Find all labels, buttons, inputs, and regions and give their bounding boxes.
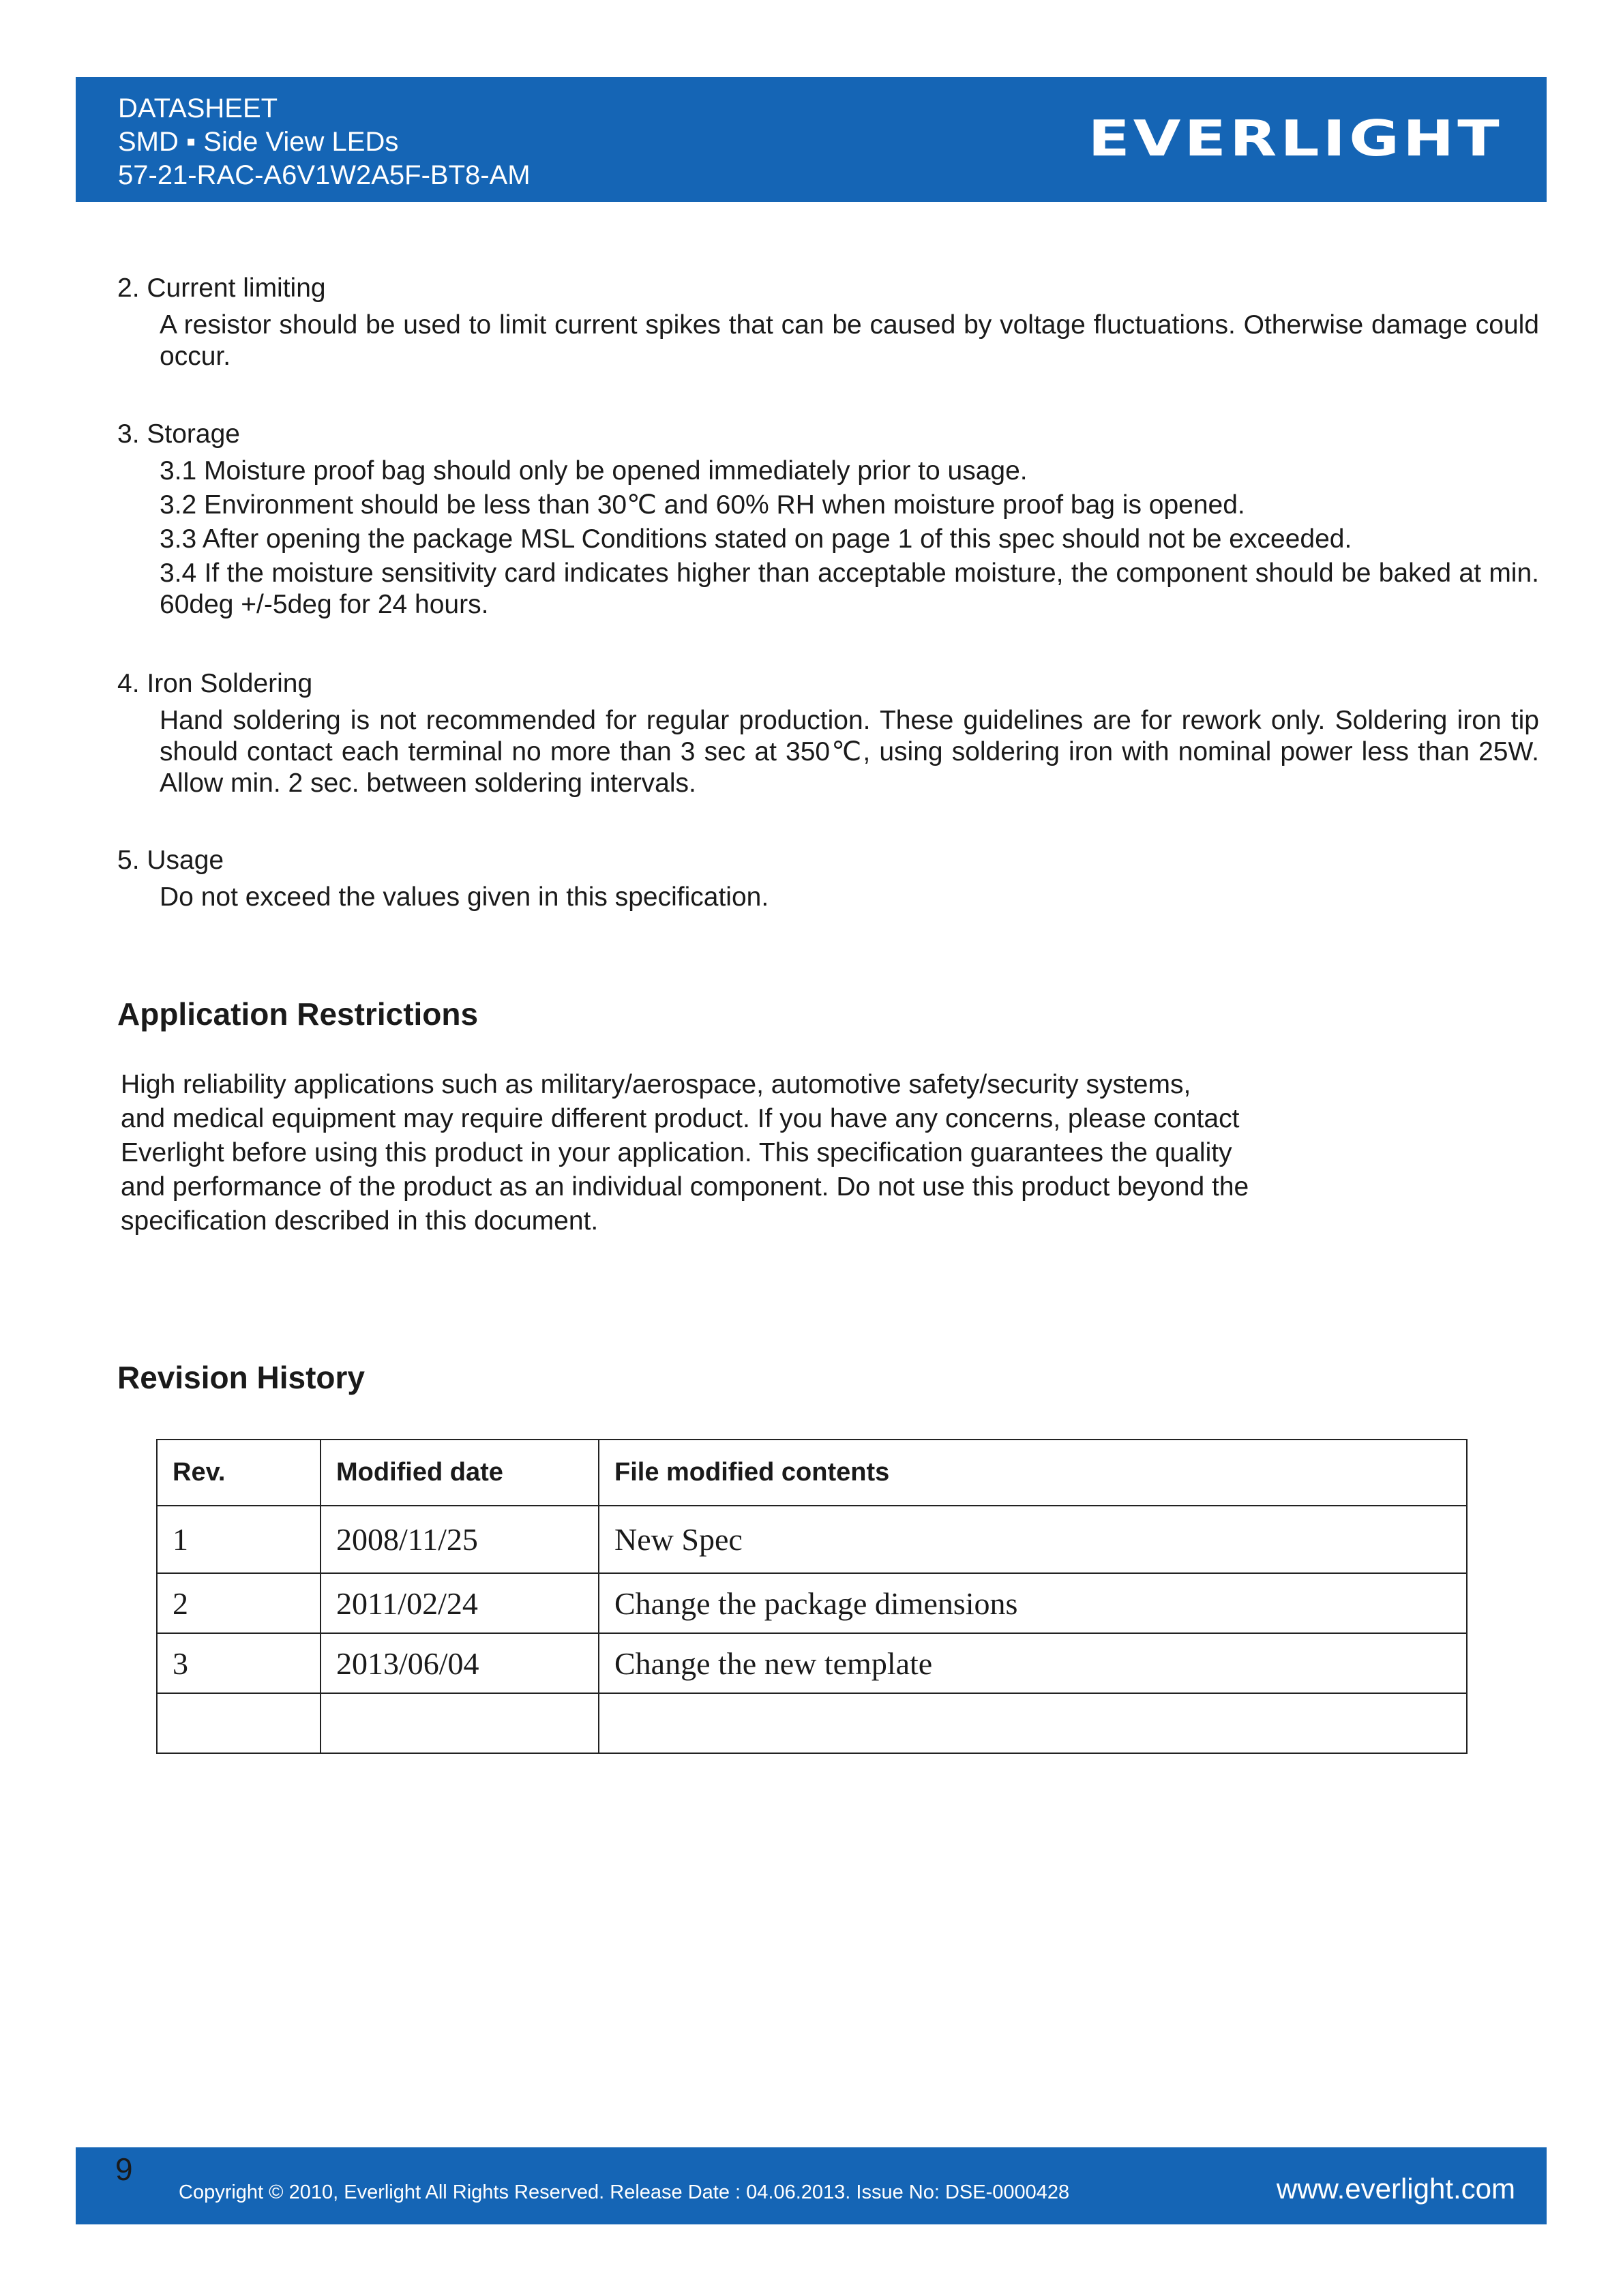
copyright-notice: Copyright © 2010, Everlight All Rights Reserved. Release Date : 04.06.2013. Issue No: DSE-0000428 [179,2181,1070,2203]
cell-rev: 2 [157,1573,321,1633]
website-link[interactable]: www.everlight.com [1276,2173,1515,2205]
cell-contents: Change the new template [599,1633,1467,1693]
table-row [157,1633,1467,1693]
section-text: A resistor should be used to limit current spikes that can be caused by voltage fluctuations. Otherwise damage could occur. [160,310,1539,371]
revision-history-heading: Revision History [117,1360,365,1395]
cell-contents [599,1693,1467,1753]
section-usage [117,845,1539,913]
page-number: 9 [115,2151,133,2187]
section-text: Do not exceed the values given in this specification. [160,882,769,912]
header-part-number: 57-21-RAC-A6V1W2A5F-BT8-AM [118,160,531,190]
section-title: 2. Current limiting [117,273,326,303]
table-row [157,1573,1467,1633]
restrictions-line: and medical equipment may require different product. If you have any concerns, please contact [121,1104,1240,1133]
revision-table [156,1439,1468,1754]
header-category: SMD ▪ Side View LEDs [118,127,399,157]
restrictions-line: specification described in this document. [121,1206,599,1236]
cell-rev: 3 [157,1633,321,1693]
col-header-date: Modified date [321,1440,599,1506]
table-row [157,1693,1467,1753]
restrictions-line: Everlight before using this product in your application. This specification guarantees the quality [121,1138,1232,1167]
section-text: Hand soldering is not recommended for regular production. These guidelines are for rework only. Soldering iron tip should contact each terminal no more than 3 sec at 350℃, using soldering iron with nominal power less than 25W. Allow min. 2 sec. between soldering intervals. [160,706,1539,798]
header-doc-type: DATASHEET [118,93,278,123]
col-header-contents: File modified contents [599,1440,1467,1506]
cell-contents: Change the package dimensions [599,1573,1467,1633]
cell-date [321,1693,599,1753]
section-current-limiting [117,273,1539,372]
table-row [157,1506,1467,1573]
cell-rev: 1 [157,1506,321,1573]
footer-banner [76,2147,1547,2224]
header-lines [118,92,531,192]
application-restrictions-text [121,1068,1294,1238]
restrictions-line: and performance of the product as an individual component. Do not use this product beyond the [121,1172,1249,1202]
storage-item: 3.4 If the moisture sensitivity card indicates higher than acceptable moisture, the component should be baked at min. 60deg +/-5deg for 24 hours. [160,558,1539,619]
cell-date: 2008/11/25 [321,1506,599,1573]
storage-item: 3.2 Environment should be less than 30℃ and 60% RH when moisture proof bag is opened. [160,490,1245,520]
cell-contents: New Spec [599,1506,1467,1573]
storage-item: 3.1 Moisture proof bag should only be opened immediately prior to usage. [160,456,1028,486]
col-header-rev: Rev. [157,1440,321,1506]
table-header-row [157,1440,1467,1506]
storage-item: 3.3 After opening the package MSL Conditions stated on page 1 of this spec should not be exceeded. [160,524,1352,554]
section-title: 4. Iron Soldering [117,669,313,698]
cell-date: 2013/06/04 [321,1633,599,1693]
cell-rev [157,1693,321,1753]
section-iron-soldering [117,668,1539,799]
header-banner [76,77,1547,202]
section-storage [117,419,1539,623]
section-title: 3. Storage [117,419,240,449]
application-restrictions-heading: Application Restrictions [117,996,479,1032]
restrictions-line: High reliability applications such as military/aerospace, automotive safety/security systems, [121,1070,1191,1099]
cell-date: 2011/02/24 [321,1573,599,1633]
everlight-logo: EVERLIGHT [1088,110,1503,167]
section-title: 5. Usage [117,846,224,875]
